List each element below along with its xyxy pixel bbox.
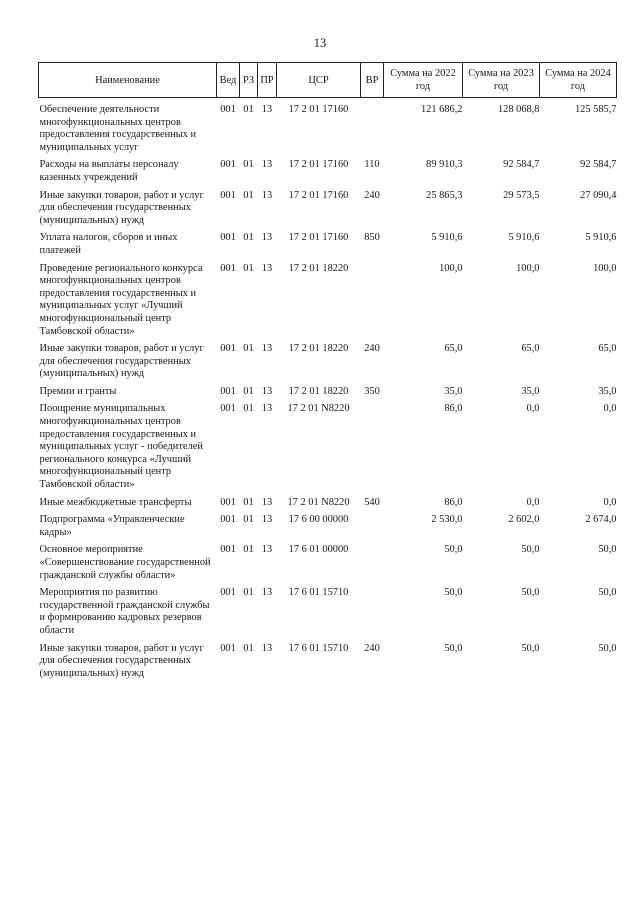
cell-sum-2024: 27 090,4 xyxy=(580,189,617,201)
cell-name: Мероприятия по развитию государственной гражданской службы и формированию кадровых резервов области xyxy=(39,587,210,636)
cell-rz: 01 xyxy=(243,514,254,526)
cell-sum-2022: 50,0 xyxy=(444,544,463,556)
table-row xyxy=(39,403,617,491)
cell-vr xyxy=(361,403,384,491)
cell-sum-2022: 35,0 xyxy=(444,385,463,397)
cell-pr: 13 xyxy=(261,642,273,654)
cell-vr xyxy=(361,104,384,154)
cell-sum-2022: 121 686,2 xyxy=(420,104,463,115)
cell-sum-2022: 89 910,3 xyxy=(426,159,463,171)
cell-csr: 17 6 01 00000 xyxy=(288,544,349,556)
cell-csr: 17 2 01 17160 xyxy=(288,159,349,171)
cell-ved: 001 xyxy=(220,262,236,274)
cell-sum-2022: 2 530,0 xyxy=(431,514,463,526)
table-row xyxy=(39,514,617,539)
cell-sum-2024: 0,0 xyxy=(603,496,617,508)
cell-sum-2023: 2 602,0 xyxy=(508,514,540,526)
cell-rz: 01 xyxy=(243,544,254,556)
cell-vr xyxy=(361,544,384,582)
cell-sum-2023: 65,0 xyxy=(521,343,540,355)
header-vr: ВР xyxy=(361,63,384,98)
cell-ved: 001 xyxy=(220,159,236,171)
header-pr: ПР xyxy=(258,63,277,98)
header-rz: РЗ xyxy=(240,63,258,98)
cell-name: Расходы на выплаты персоналу казенных учреждений xyxy=(39,159,179,183)
cell-pr: 13 xyxy=(261,262,273,274)
cell-rz: 01 xyxy=(243,642,254,654)
cell-sum-2023: 100,0 xyxy=(516,262,540,274)
cell-sum-2024: 50,0 xyxy=(598,544,617,556)
cell-pr: 13 xyxy=(261,189,273,201)
header-name: Наименование xyxy=(39,63,217,98)
cell-vr: 110 xyxy=(364,159,380,171)
cell-sum-2022: 50,0 xyxy=(444,587,463,599)
cell-ved: 001 xyxy=(220,232,236,244)
cell-sum-2022: 50,0 xyxy=(444,642,463,654)
cell-sum-2023: 35,0 xyxy=(521,385,540,397)
cell-sum-2022: 25 865,3 xyxy=(426,189,463,201)
cell-rz: 01 xyxy=(243,343,254,355)
cell-sum-2023: 50,0 xyxy=(521,642,540,654)
cell-sum-2024: 2 674,0 xyxy=(585,514,617,526)
cell-vr: 850 xyxy=(364,232,380,244)
cell-csr: 17 2 01 17160 xyxy=(288,104,349,115)
table-row xyxy=(39,104,617,154)
cell-pr: 13 xyxy=(261,343,273,355)
cell-sum-2024: 50,0 xyxy=(598,642,617,654)
cell-pr: 13 xyxy=(261,385,273,397)
cell-sum-2022: 5 910,6 xyxy=(431,232,463,244)
cell-sum-2024: 100,0 xyxy=(593,262,617,274)
cell-name: Иные закупки товаров, работ и услуг для обеспечения государственных (муниципальных) нужд xyxy=(39,343,204,380)
cell-rz: 01 xyxy=(243,104,254,115)
cell-vr: 240 xyxy=(364,189,380,201)
cell-sum-2023: 128 068,8 xyxy=(497,104,540,115)
cell-rz: 01 xyxy=(243,587,254,599)
cell-vr xyxy=(361,587,384,637)
cell-csr: 17 2 01 18220 xyxy=(288,262,349,274)
table-row xyxy=(39,232,617,257)
cell-csr: 17 2 01 18220 xyxy=(288,343,349,355)
table-row xyxy=(39,544,617,582)
cell-name: Поощрение муниципальных многофункциональных центров предоставления государственных и муниципальных услуг - победителей регионального конкурса «Лучший многофункциональный центр Тамбовской области» xyxy=(39,403,203,491)
table-row xyxy=(39,190,617,228)
header-ved: Вед xyxy=(217,63,240,98)
cell-name: Премии и гранты xyxy=(39,385,117,397)
cell-csr: 17 6 01 15710 xyxy=(288,642,349,654)
cell-pr: 13 xyxy=(261,232,273,244)
cell-rz: 01 xyxy=(243,232,254,244)
cell-name: Иные закупки товаров, работ и услуг для обеспечения государственных (муниципальных) нужд xyxy=(39,189,204,226)
cell-sum-2023: 0,0 xyxy=(526,496,540,508)
cell-ved: 001 xyxy=(220,189,236,201)
table-row xyxy=(39,343,617,381)
cell-ved: 001 xyxy=(220,642,236,654)
cell-ved: 001 xyxy=(220,514,236,526)
cell-pr: 13 xyxy=(261,104,273,115)
cell-sum-2024: 125 585,7 xyxy=(574,104,617,115)
cell-pr: 13 xyxy=(261,544,273,556)
cell-sum-2024: 50,0 xyxy=(598,587,617,599)
cell-name: Проведение регионального конкурса многофункциональных центров предоставления государственных и муниципальных услуг «Лучший многофункциональный центр Тамбовской области» xyxy=(39,262,203,337)
cell-sum-2022: 100,0 xyxy=(439,262,463,274)
cell-ved: 001 xyxy=(220,587,236,599)
cell-pr: 13 xyxy=(261,496,273,508)
page-number: 13 xyxy=(313,36,327,50)
cell-rz: 01 xyxy=(243,189,254,201)
cell-sum-2023: 92 584,7 xyxy=(503,159,540,171)
cell-sum-2024: 5 910,6 xyxy=(585,232,617,244)
cell-ved: 001 xyxy=(220,104,236,115)
cell-vr: 350 xyxy=(364,385,380,397)
table-row xyxy=(39,263,617,339)
cell-sum-2022: 86,0 xyxy=(444,496,463,508)
cell-csr: 17 2 01 N8220 xyxy=(287,403,350,415)
cell-pr: 13 xyxy=(261,514,273,526)
cell-ved: 001 xyxy=(220,343,236,355)
cell-sum-2023: 5 910,6 xyxy=(508,232,540,244)
cell-csr: 17 6 00 00000 xyxy=(288,514,349,526)
cell-name: Обеспечение деятельности многофункциональных центров предоставления государственных и муниципальных услуг xyxy=(39,104,197,153)
budget-table xyxy=(38,62,617,680)
cell-sum-2024: 35,0 xyxy=(598,385,617,397)
cell-ved: 001 xyxy=(220,403,236,415)
cell-ved: 001 xyxy=(220,544,236,556)
table-header-row xyxy=(39,63,617,98)
cell-rz: 01 xyxy=(243,385,254,397)
table-row xyxy=(39,159,617,184)
cell-sum-2023: 29 573,5 xyxy=(503,189,540,201)
cell-vr: 240 xyxy=(364,343,380,355)
cell-pr: 13 xyxy=(261,159,273,171)
cell-ved: 001 xyxy=(220,385,236,397)
cell-csr: 17 2 01 18220 xyxy=(288,385,349,397)
cell-csr: 17 6 01 15710 xyxy=(288,587,349,599)
cell-name: Уплата налогов, сборов и иных платежей xyxy=(39,232,178,256)
cell-csr: 17 2 01 17160 xyxy=(288,232,349,244)
table-row xyxy=(39,386,617,399)
table-row xyxy=(39,497,617,510)
header-sum-2024: Сумма на 2024 год xyxy=(540,63,617,98)
cell-vr xyxy=(361,263,384,339)
cell-sum-2024: 92 584,7 xyxy=(580,159,617,171)
header-csr: ЦСР xyxy=(277,63,361,98)
cell-pr: 13 xyxy=(261,403,273,415)
header-sum-2023: Сумма на 2023 год xyxy=(463,63,540,98)
cell-sum-2022: 65,0 xyxy=(444,343,463,355)
cell-sum-2023: 50,0 xyxy=(521,587,540,599)
cell-sum-2023: 0,0 xyxy=(526,403,540,415)
header-sum-2022: Сумма на 2022 год xyxy=(384,63,463,98)
cell-name: Основное мероприятие «Совершенствование государственной гражданской службы области» xyxy=(39,544,211,581)
cell-name: Иные межбюджетные трансферты xyxy=(39,496,192,508)
cell-vr: 540 xyxy=(364,496,380,508)
cell-sum-2024: 65,0 xyxy=(598,343,617,355)
cell-sum-2022: 86,0 xyxy=(444,403,463,415)
cell-rz: 01 xyxy=(243,496,254,508)
cell-rz: 01 xyxy=(243,262,254,274)
table-row xyxy=(39,587,617,637)
cell-sum-2023: 50,0 xyxy=(521,544,540,556)
cell-rz: 01 xyxy=(243,403,254,415)
cell-name: Иные закупки товаров, работ и услуг для обеспечения государственных (муниципальных) нужд xyxy=(39,642,204,679)
cell-csr: 17 2 01 17160 xyxy=(288,189,349,201)
cell-sum-2024: 0,0 xyxy=(603,403,617,415)
table-row xyxy=(39,643,617,681)
cell-vr: 240 xyxy=(364,642,380,654)
cell-csr: 17 2 01 N8220 xyxy=(287,496,350,508)
cell-pr: 13 xyxy=(261,587,273,599)
cell-name: Подпрограмма «Управленческие кадры» xyxy=(39,514,185,538)
cell-vr xyxy=(361,514,384,539)
cell-ved: 001 xyxy=(220,496,236,508)
cell-rz: 01 xyxy=(243,159,254,171)
